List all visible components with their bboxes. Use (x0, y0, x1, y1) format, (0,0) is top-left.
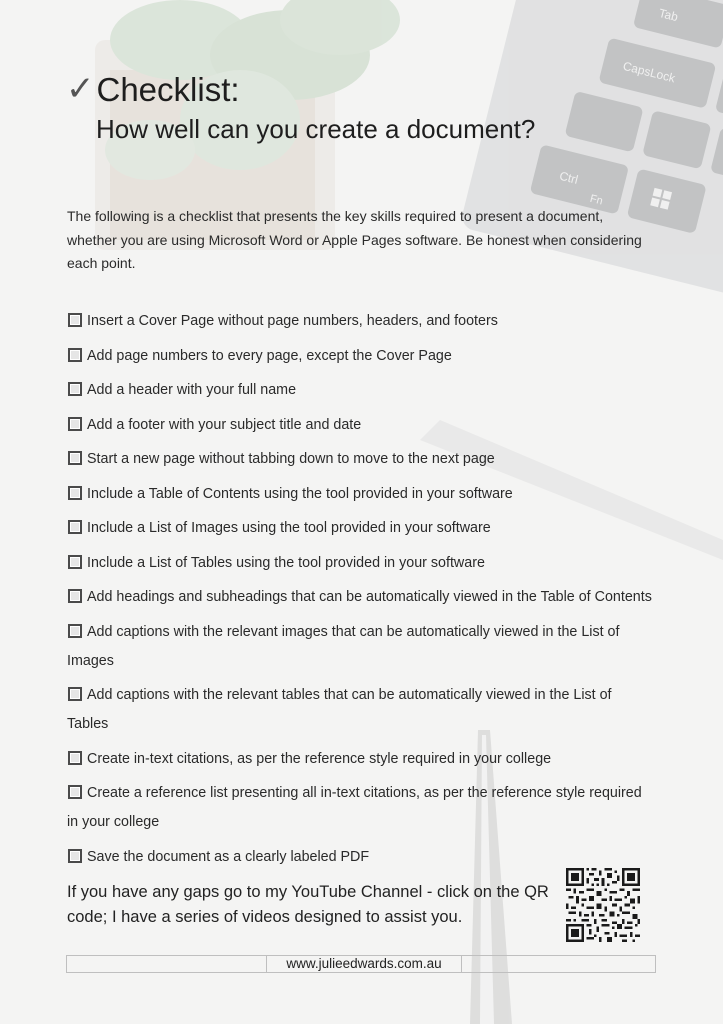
checkbox-icon[interactable] (68, 589, 82, 603)
checklist-item-label: Insert a Cover Page without page numbers, headers, and footers (87, 313, 498, 329)
checklist-item-label: Save the document as a clearly labeled PDF (87, 848, 370, 865)
checklist-item (67, 618, 652, 676)
checkbox-icon[interactable] (68, 520, 82, 534)
checkbox-icon[interactable] (68, 751, 82, 765)
checkbox-icon[interactable] (68, 624, 82, 638)
checklist-item-label: Start a new page without tabbing down to move to the next page (87, 451, 495, 467)
checklist-item (67, 445, 652, 474)
page-subtitle: How well can you create a document? (96, 114, 536, 144)
checklist-item (67, 549, 652, 578)
checklist-item-label: Add headings and subheadings that can be automatically viewed in the Table of Contents (87, 589, 652, 605)
checklist-item (67, 843, 652, 872)
checklist-item (67, 681, 652, 739)
intro-paragraph: The following is a checklist that presents the key skills required to present a document, whether you are using Microsoft Word or Apple Pages software. Be honest when considering each point. (67, 208, 642, 271)
checklist-item-label: Add a footer with your subject title and date (87, 416, 362, 433)
checkbox-icon[interactable] (68, 486, 82, 500)
checklist-item (67, 342, 652, 371)
checklist-item-label: Add captions with the relevant tables that can be automatically viewed in the List of Tables (67, 687, 612, 732)
key-tab-label: Tab (657, 5, 680, 25)
checklist-item-label: Add captions with the relevant images that can be automatically viewed in the List of Images (67, 623, 620, 669)
checklist-item (67, 307, 652, 336)
key-ctrl-label: Ctrl (558, 168, 580, 187)
checklist-item-label: Include a List of Images using the tool provided in your software (87, 520, 491, 536)
footer-url-bar (66, 955, 656, 973)
checkbox-icon[interactable] (68, 687, 82, 701)
checkbox-icon[interactable] (68, 348, 82, 362)
checklist-item-label: Add page numbers to every page, except the Cover Page (87, 347, 452, 364)
checkbox-icon[interactable] (68, 417, 82, 431)
key-fn-label: Fn (588, 192, 604, 208)
key-capslock-label: CapsLock (621, 58, 677, 86)
checklist-item (67, 583, 652, 612)
title-row (66, 69, 240, 109)
checklist-item (67, 779, 652, 837)
checkbox-icon[interactable] (68, 382, 82, 396)
checkbox-icon[interactable] (68, 313, 82, 327)
website-link[interactable]: www.julieedwards.com.au (266, 955, 462, 973)
qr-code-graphic (566, 868, 640, 942)
checkbox-icon[interactable] (68, 555, 82, 569)
skills-checklist (67, 307, 652, 877)
checklist-item (67, 480, 652, 509)
checklist-item-label: Create a reference list presenting all in-text citations, as per the reference style required in your college (67, 785, 642, 830)
checklist-item-label: Include a Table of Contents using the tool provided in your software (87, 485, 513, 502)
checklist-item-label: Include a List of Tables using the tool provided in your software (87, 554, 485, 571)
youtube-note: If you have any gaps go to my YouTube Channel - click on the QR code; I have a series of videos designed to assist you. (67, 883, 549, 926)
check-icon: ✓ (66, 69, 95, 109)
checklist-item-label: Add a header with your full name (87, 382, 297, 398)
qr-code-icon[interactable] (566, 868, 640, 942)
checklist-item-label: Create in-text citations, as per the reference style required in your college (87, 750, 552, 767)
checkbox-icon[interactable] (68, 785, 82, 799)
checklist-item (67, 745, 652, 774)
checklist-item (67, 376, 652, 405)
checklist-item (67, 514, 652, 543)
checklist-item (67, 411, 652, 440)
checkbox-icon[interactable] (68, 849, 82, 863)
checkbox-icon[interactable] (68, 451, 82, 465)
page-title: Checklist: (96, 70, 240, 108)
